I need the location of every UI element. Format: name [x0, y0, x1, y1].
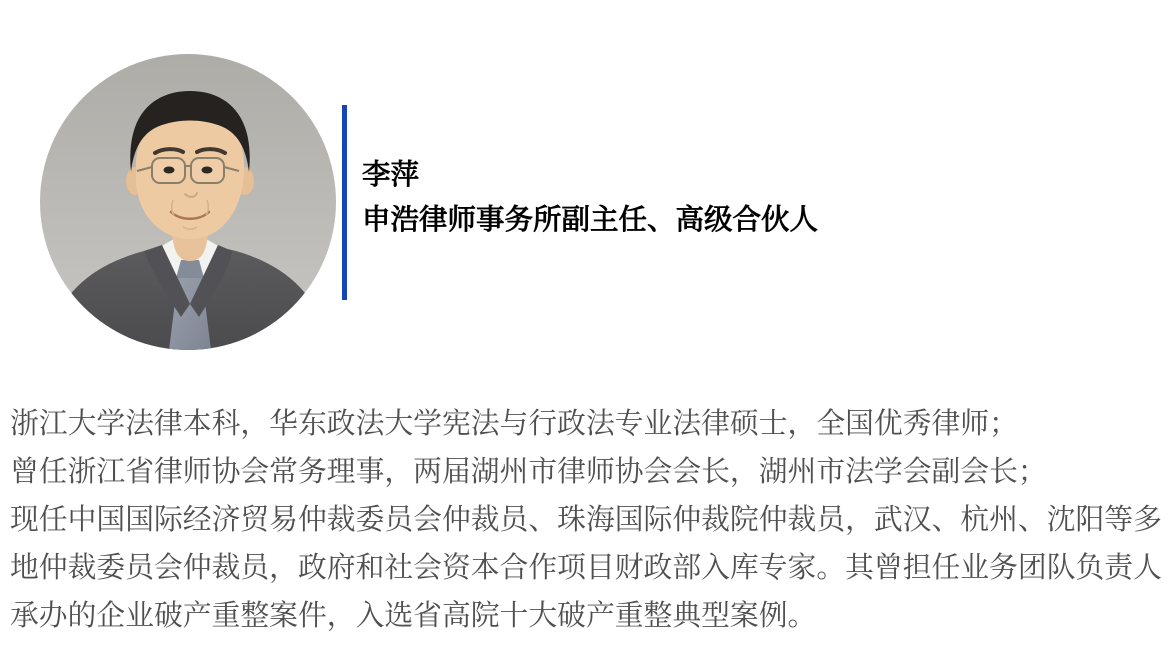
person-title: 申浩律师事务所副主任、高级合伙人: [362, 204, 819, 236]
name-title-block: [362, 153, 818, 243]
bio-line: 承办的企业破产重整案件，入选省高院十大破产重整典型案例。: [10, 600, 817, 632]
vertical-accent-bar: [342, 105, 347, 300]
bio-line: 曾任浙江省律师协会常务理事，两届湖州市律师协会会长，湖州市法学会副会长；: [10, 456, 1047, 488]
bio-line: 地仲裁委员会仲裁员，政府和社会资本合作项目财政部入库专家。其曾担任业务团队负责人: [10, 552, 1162, 584]
person-portrait-illustration: [40, 54, 336, 350]
bio-section: [10, 400, 1168, 640]
bio-line: 现任中国国际经济贸易仲裁委员会仲裁员、珠海国际仲裁院仲裁员，武汉、杭州、沈阳等多: [10, 504, 1162, 536]
person-name: 李萍: [362, 159, 420, 191]
bio-line: 浙江大学法律本科，华东政法大学宪法与行政法专业法律硕士，全国优秀律师；: [10, 408, 1018, 440]
profile-photo: [40, 54, 336, 350]
